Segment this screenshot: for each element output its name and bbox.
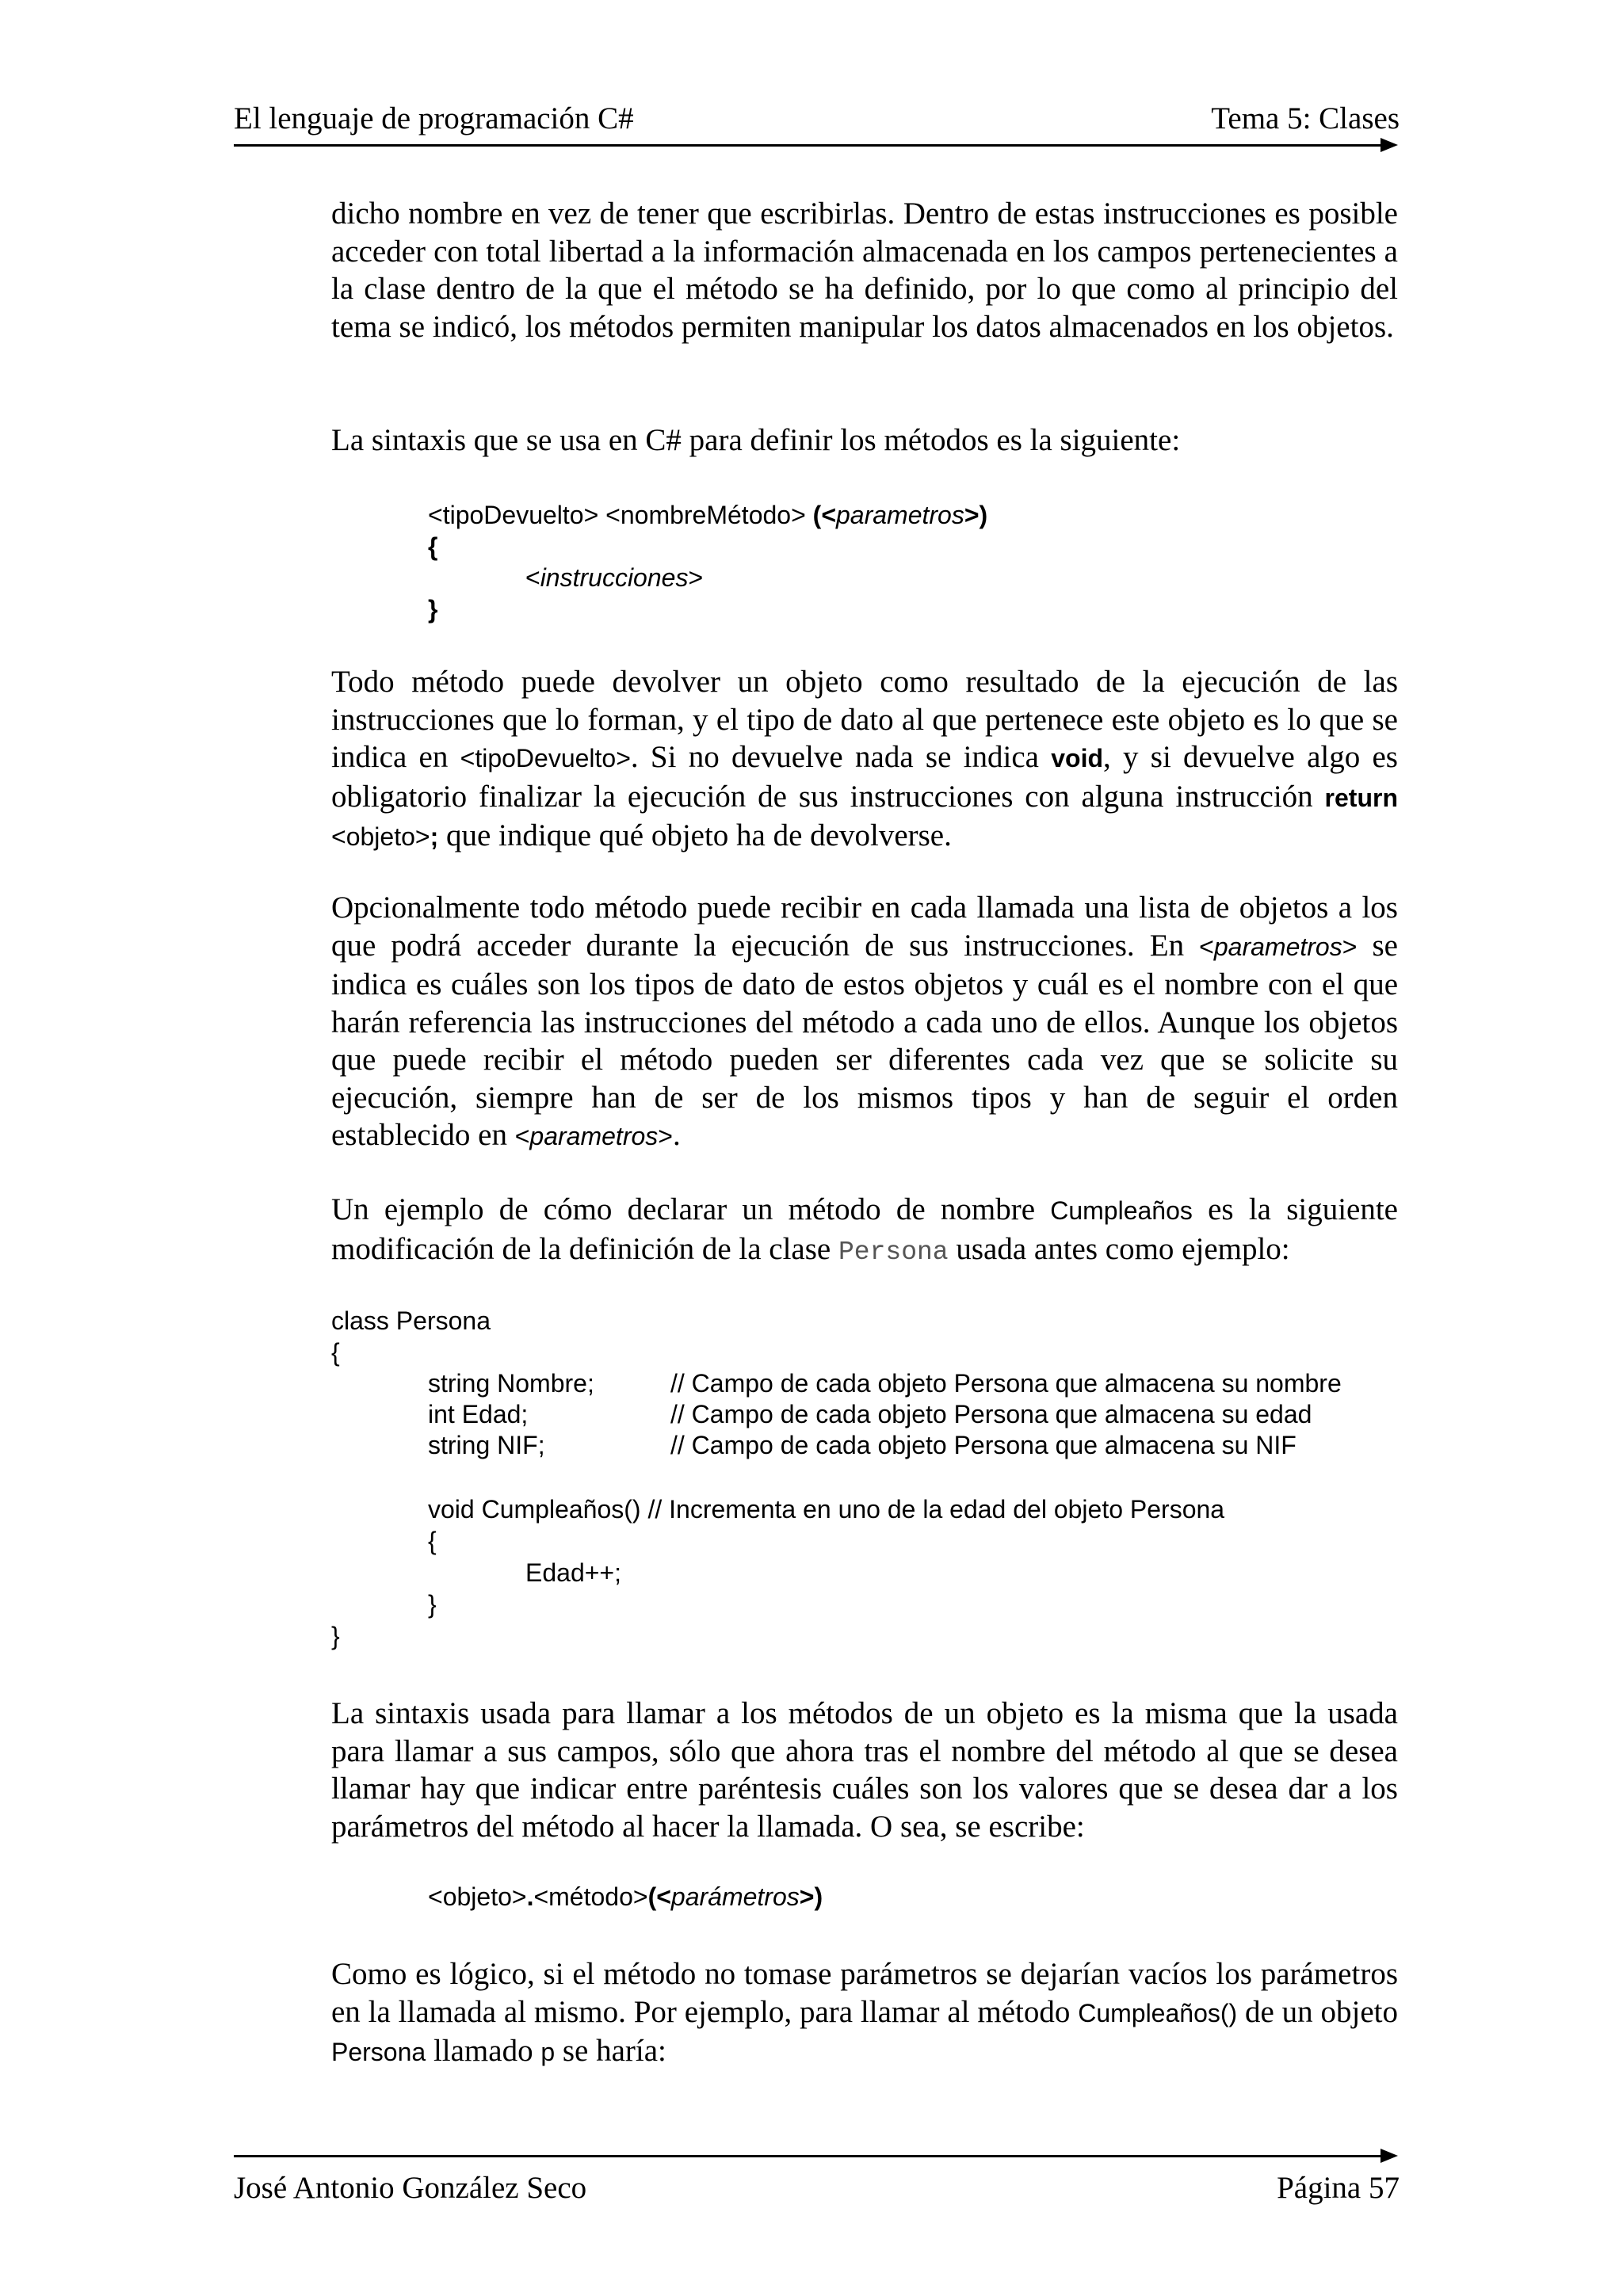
text-run: que indique qué objeto ha de devolverse.	[438, 818, 952, 852]
text-run: usada antes como ejemplo:	[948, 1231, 1290, 1266]
syntax-text: parametros	[836, 501, 964, 529]
text-run: es la siguiente modificación de la definición de la clase	[331, 1192, 1398, 1266]
text-run: se haría:	[555, 2034, 666, 2068]
paragraph-text	[331, 663, 1398, 856]
text-run: llamado	[426, 2034, 541, 2068]
code-inline: ;	[430, 822, 439, 851]
footer-page-number: Página 57	[1277, 2171, 1400, 2205]
paragraph-5	[331, 1191, 1398, 1271]
syntax-text: <objeto>	[428, 1882, 527, 1911]
code-comment: // Campo de cada objeto Persona que almacena su NIF	[670, 1431, 1296, 1459]
syntax-text: instrucciones	[540, 563, 689, 592]
syntax-method-signature	[428, 500, 987, 531]
code-comment: // Campo de cada objeto Persona que almacena su edad	[670, 1400, 1312, 1428]
syntax-text: <	[525, 563, 540, 592]
code-inline: parametros	[1213, 932, 1342, 961]
paragraph-text	[331, 1955, 1398, 2072]
paragraph-3	[331, 663, 1398, 856]
text-run: de un objeto	[1237, 1994, 1399, 2029]
text-run: Todo método puede devolver un objeto como resultado de la ejecución de las instrucciones que lo forman, y el tipo de dato al que pertenece este objeto es lo que se indica en	[331, 665, 1398, 774]
syntax-text: parámetros	[670, 1882, 800, 1911]
code-comment: // Campo de cada objeto Persona que almacena su nombre	[670, 1369, 1342, 1398]
syntax-text: (<	[647, 1882, 671, 1911]
paragraph-text: La sintaxis que se usa en C# para definir los métodos es la siguiente:	[331, 423, 1181, 457]
code-inline: return	[1324, 783, 1398, 812]
code-inline: Persona	[331, 2038, 426, 2066]
code-inline: Cumpleaños	[1050, 1196, 1193, 1225]
code-inline: >	[658, 1122, 673, 1150]
paragraph-text	[331, 1191, 1398, 1271]
text-run: . Si no devuelve nada se indica	[630, 740, 1052, 774]
code-line: }	[331, 1622, 340, 1650]
paragraph-text: La sintaxis usada para llamar a los métodos de un objeto es la misma que la usada para llamar a sus campos, sólo que ahora tras el nombre del método al que se desea llamar hay que indicar entre paréntesis cuáles son los valores que se desea dar a los parámetros del método al hacer la llamada. O sea, se escribe:	[331, 1696, 1398, 1844]
paragraph-text: dicho nombre en vez de tener que escribirlas. Dentro de estas instrucciones es posible acceder con total libertad a la información almacenada en los campos pertenecientes a la clase dentro de la que el método se ha definido, por lo que como al principio del tema se indicó, los métodos permiten manipular los datos almacenados en los objetos.	[331, 196, 1398, 344]
code-line: string NIF;	[428, 1431, 545, 1459]
text-run: Como es lógico, si el método no tomase parámetros se dejarían vacíos los parámetros en la llamada al mismo. Por ejemplo, para llamar al método	[331, 1957, 1398, 2029]
code-line: void Cumpleaños() // Incrementa en uno de la edad del objeto Persona	[428, 1495, 1225, 1524]
syntax-text: (<	[812, 501, 836, 529]
code-line: int Edad;	[428, 1400, 529, 1428]
syntax-close-brace: }	[428, 595, 438, 624]
code-line: class Persona	[331, 1306, 491, 1335]
text-run: .	[672, 1118, 681, 1152]
arrow-right-icon	[1381, 2149, 1398, 2163]
code-inline: <	[514, 1122, 530, 1150]
header-rule	[234, 144, 1387, 147]
text-run: se indica es cuáles son los tipos de dato de estos objetos y cuál es el nombre con el que harán referencia las instrucciones del método a cada uno de ellos. Aunque los objetos que puede recibir el método pueden ser diferentes cada vez que se solicite su ejecución, siempre han de ser de los mismos tipos y han de seguir el orden establecido en	[331, 928, 1398, 1152]
syntax-text: <método>	[533, 1882, 648, 1911]
code-inline: <tipoDevuelto>	[460, 744, 631, 772]
footer-rule	[234, 2155, 1387, 2157]
code-line: {	[331, 1338, 340, 1367]
code-inline: <objeto>	[331, 822, 430, 851]
code-inline: >	[1342, 932, 1358, 961]
arrow-right-icon	[1381, 138, 1398, 152]
header-book-title: El lenguaje de programación C#	[234, 101, 634, 135]
syntax-text: >	[688, 563, 704, 592]
paragraph-text	[331, 889, 1398, 1156]
syntax-instructions	[525, 563, 703, 593]
code-inline: p	[540, 2038, 556, 2066]
code-line: Edad++;	[525, 1558, 621, 1587]
text-run: Opcionalmente todo método puede recibir en cada llamada una lista de objetos a los que podrá acceder durante la ejecución de sus instrucciones. En	[331, 891, 1398, 963]
header-chapter: Tema 5: Clases	[1211, 101, 1400, 135]
syntax-method-call	[428, 1882, 823, 1913]
code-inline: Cumpleaños()	[1078, 1998, 1238, 2027]
paragraph-6	[331, 1695, 1398, 1845]
paragraph-7	[331, 1955, 1398, 2072]
text-run: Un ejemplo de cómo declarar un método de nombre	[331, 1192, 1051, 1226]
syntax-text: >)	[964, 501, 988, 529]
paragraph-2	[331, 421, 1398, 460]
code-line: {	[428, 1527, 437, 1555]
syntax-text: .	[526, 1882, 534, 1911]
code-line: string Nombre;	[428, 1369, 594, 1398]
code-inline: Persona	[838, 1237, 949, 1267]
syntax-open-brace: {	[428, 532, 438, 561]
code-line: }	[428, 1590, 437, 1619]
footer-author: José Antonio González Seco	[234, 2171, 587, 2205]
syntax-text: <tipoDevuelto> <nombreMétodo>	[428, 501, 813, 529]
paragraph-4	[331, 889, 1398, 1156]
syntax-text: >)	[799, 1882, 823, 1911]
code-inline: <	[1199, 932, 1214, 961]
text-run: , y si devuelve algo es obligatorio finalizar la ejecución de sus instrucciones con alguna instrucción	[331, 740, 1398, 814]
code-inline: void	[1051, 744, 1103, 772]
paragraph-1	[331, 195, 1398, 345]
code-inline: parametros	[529, 1122, 659, 1150]
